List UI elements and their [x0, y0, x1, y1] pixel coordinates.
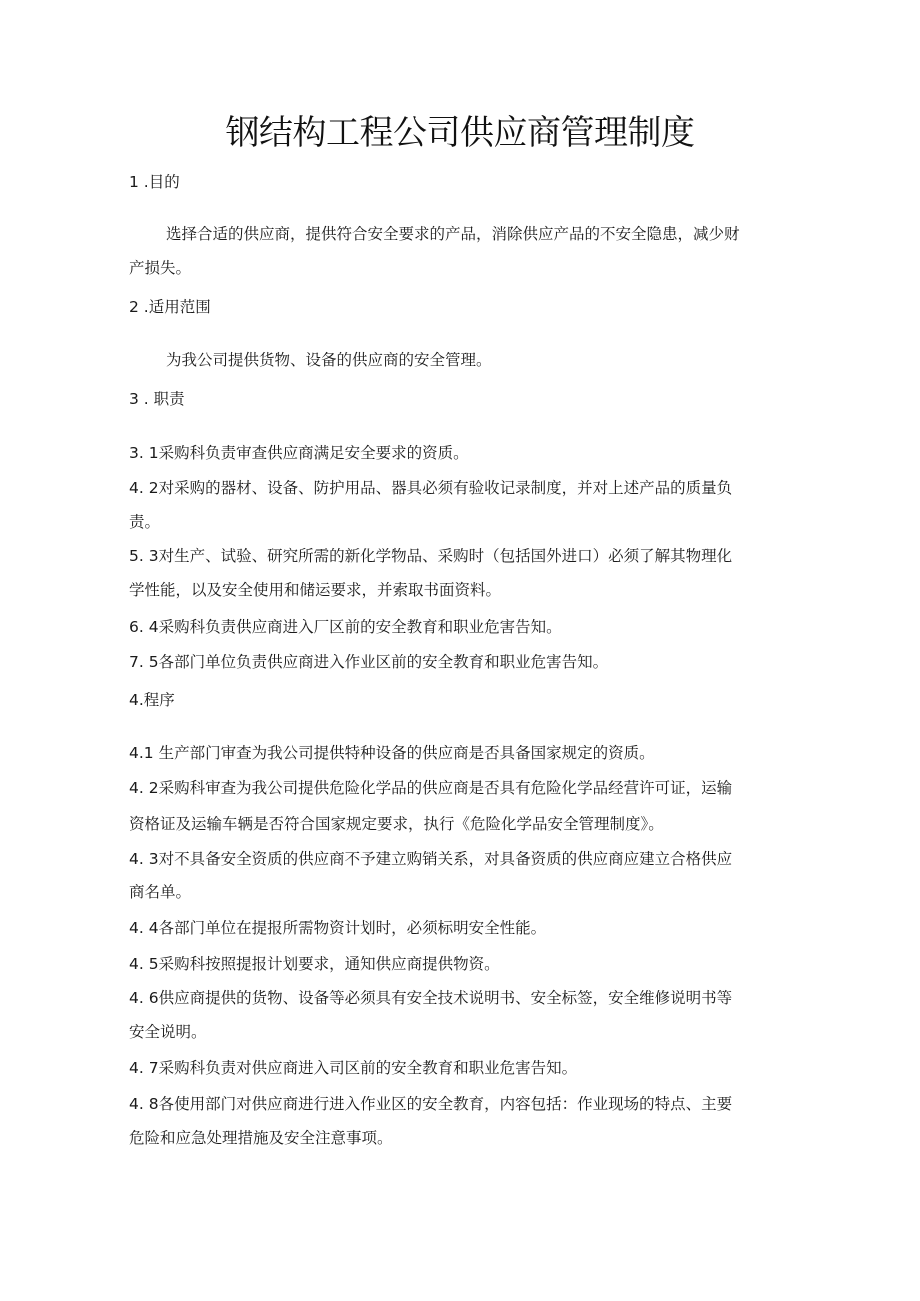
list-item-line: 4. 8各使用部门对供应商进行进入作业区的安全教育，内容包括：作业现场的特点、主要 — [129, 1095, 733, 1113]
paragraph-line: 产损失。 — [129, 259, 192, 277]
list-item-line: 4. 6供应商提供的货物、设备等必须具有安全技术说明书、安全标签，安全维修说明书等 — [129, 989, 733, 1007]
section-heading-scope: 2 .适用范围 — [129, 298, 211, 316]
list-item-line: 4.1 生产部门审查为我公司提供特种设备的供应商是否具备国家规定的资质。 — [129, 744, 655, 762]
list-item-line: 4. 2采购科审查为我公司提供危险化学品的供应商是否具有危险化学品经营许可证，运输 — [129, 779, 733, 797]
list-item-line: 安全说明。 — [129, 1023, 207, 1041]
list-item-line: 6. 4采购科负责供应商进入厂区前的安全教育和职业危害告知。 — [129, 618, 562, 636]
list-item-line: 4. 3对不具备安全资质的供应商不予建立购销关系，对具备资质的供应商应建立合格供应 — [129, 850, 733, 868]
list-item-line: 7. 5各部门单位负责供应商进入作业区前的安全教育和职业危害告知。 — [129, 653, 609, 671]
list-item-line: 4. 5采购科按照提报计划要求，通知供应商提供物资。 — [129, 955, 500, 973]
paragraph-line: 选择合适的供应商，提供符合安全要求的产品，消除供应产品的不安全隐患，减少财 — [166, 225, 740, 243]
list-item-line: 4. 4各部门单位在提报所需物资计划时，必须标明安全性能。 — [129, 919, 547, 937]
list-item-line: 5. 3对生产、试验、研究所需的新化学物品、采购时（包括国外进口）必须了解其物理化 — [129, 547, 733, 565]
list-item-line: 资格证及运输车辆是否符合国家规定要求，执行《危险化学品安全管理制度》。 — [129, 815, 664, 833]
list-item-line: 3. 1采购科负责审查供应商满足安全要求的资质。 — [129, 444, 469, 462]
list-item-line: 4. 7采购科负责对供应商进入司区前的安全教育和职业危害告知。 — [129, 1059, 578, 1077]
list-item-line: 商名单。 — [129, 883, 192, 901]
section-heading-procedure: 4.程序 — [129, 691, 175, 709]
list-item-line: 学性能，以及安全使用和储运要求，并索取书面资料。 — [129, 581, 502, 599]
section-heading-responsibilities: 3 . 职责 — [129, 390, 185, 408]
list-item-line: 责。 — [129, 513, 161, 531]
section-heading-purpose: 1 .目的 — [129, 173, 180, 191]
list-item-line: 4. 2对采购的器材、设备、防护用品、器具必须有验收记录制度，并对上述产品的质量负 — [129, 479, 733, 497]
document-title: 钢结构工程公司供应商管理制度 — [225, 113, 695, 153]
list-item-line: 危险和应急处理措施及安全注意事项。 — [129, 1129, 393, 1147]
paragraph-line: 为我公司提供货物、设备的供应商的安全管理。 — [166, 351, 492, 369]
